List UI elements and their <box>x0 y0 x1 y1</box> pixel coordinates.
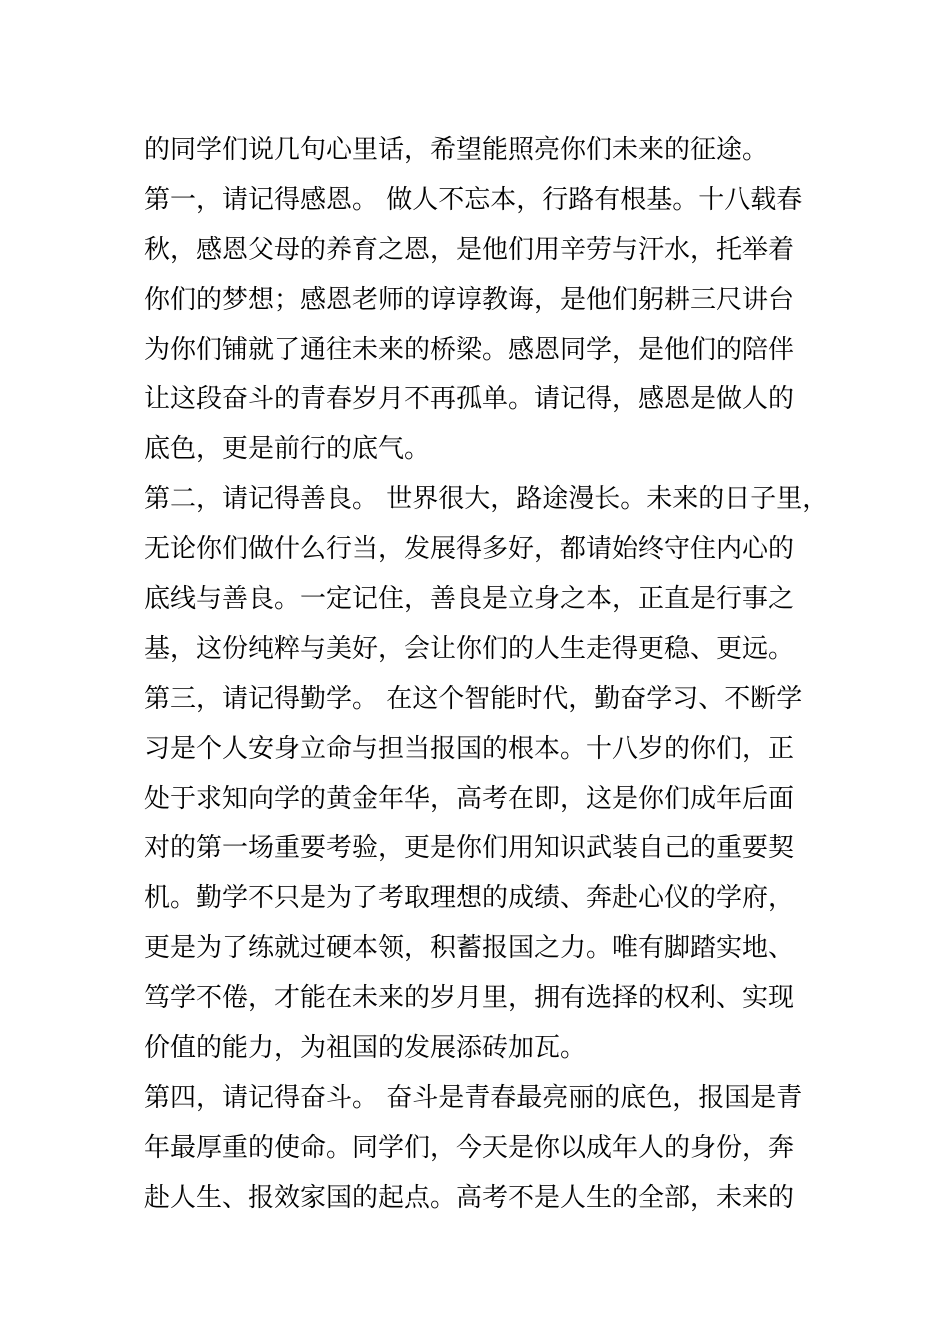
text-line: 底色，更是前行的底气。 <box>144 434 431 465</box>
text-line: 第四，请记得奋斗。 奋斗是青春最亮丽的底色，报国是青 <box>144 1082 803 1113</box>
text-line: 价值的能力，为祖国的发展添砖加瓦。 <box>144 1033 587 1064</box>
text-line: 为你们铺就了通往未来的桥梁。感恩同学，是他们的陪伴 <box>144 334 795 365</box>
text-line: 笃学不倦，才能在未来的岁月里，拥有选择的权利、实现 <box>144 983 795 1014</box>
text-line: 处于求知向学的黄金年华，高考在即，这是你们成年后面 <box>144 783 795 814</box>
text-line: 秋，感恩父母的养育之恩，是他们用辛劳与汗水，托举着 <box>144 234 795 265</box>
text-line: 更是为了练就过硬本领，积蓄报国之力。唯有脚踏实地、 <box>144 933 795 964</box>
text-line: 你们的梦想；感恩老师的谆谆教诲，是他们躬耕三尺讲台 <box>144 284 795 315</box>
text-line: 第二，请记得善良。 世界很大，路途漫长。未来的日子里， <box>144 484 829 515</box>
body-text <box>144 126 834 1224</box>
text-line: 无论你们做什么行当，发展得多好，都请始终守住内心的 <box>144 534 795 565</box>
text-line: 机。勤学不只是为了考取理想的成绩、奔赴心仪的学府， <box>144 883 795 914</box>
text-line: 让这段奋斗的青春岁月不再孤单。请记得，感恩是做人的 <box>144 384 795 415</box>
text-line: 的同学们说几句心里话，希望能照亮你们未来的征途。 <box>144 135 769 165</box>
text-line: 赴人生、报效家国的起点。高考不是人生的全部，未来的 <box>144 1182 795 1213</box>
text-line: 年最厚重的使命。同学们，今天是你以成年人的身份，奔 <box>144 1132 795 1163</box>
text-line: 第一，请记得感恩。 做人不忘本，行路有根基。十八载春 <box>144 184 803 215</box>
text-line: 第三，请记得勤学。 在这个智能时代，勤奋学习、不断学 <box>144 683 803 714</box>
text-line: 习是个人安身立命与担当报国的根本。十八岁的你们，正 <box>144 733 795 764</box>
text-line: 底线与善良。一定记住，善良是立身之本，正直是行事之 <box>144 584 795 615</box>
text-line: 对的第一场重要考验，更是你们用知识武装自己的重要契 <box>144 833 795 864</box>
text-line: 基，这份纯粹与美好，会让你们的人生走得更稳、更远。 <box>144 633 795 664</box>
